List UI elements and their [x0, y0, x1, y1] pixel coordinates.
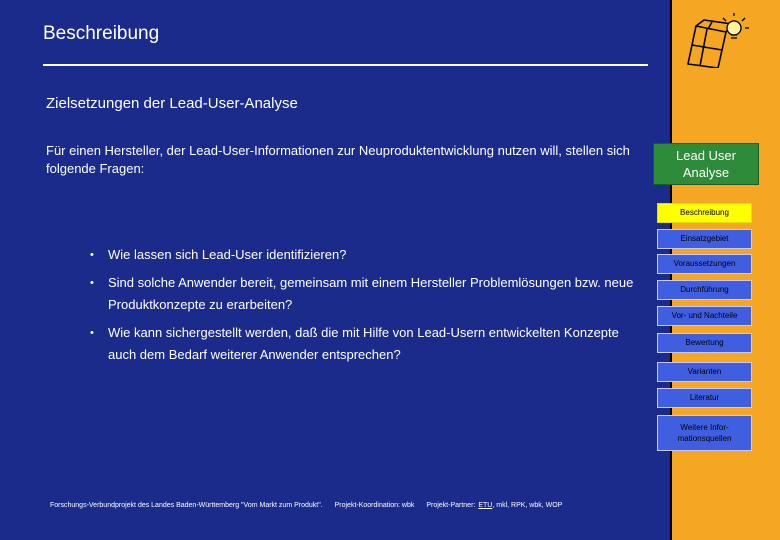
list-item	[90, 272, 650, 316]
list-item	[90, 322, 650, 366]
lead-user-analyse-box: Lead User Analyse	[653, 143, 759, 185]
sidebar-item-vor-und-nachteile[interactable]: Vor- und Nachteile	[657, 306, 752, 326]
list-item	[90, 244, 650, 266]
bullet-icon: •	[90, 249, 94, 261]
footer-coordination: Projekt-Koordination: wbk	[334, 502, 415, 509]
question-text: Wie lassen sich Lead-User identifizieren?	[108, 247, 347, 262]
sidebar-item-voraussetzungen[interactable]: Voraussetzungen	[657, 254, 752, 274]
puzzle-grid-lightbulb-icon	[682, 12, 754, 68]
sidebar-item-einsatzgebiet[interactable]: Einsatzgebiet	[657, 229, 752, 249]
footer-partners-rest: , mkl, RPK, wbk, WOP	[492, 502, 563, 509]
title-rule	[43, 64, 648, 66]
footer-partners	[426, 502, 562, 509]
intro-text: Für einen Hersteller, der Lead-User-Informationen zur Neuproduktentwicklung nutzen will, stellen sich folgende Fragen:	[46, 143, 630, 176]
question-text: Sind solche Anwender bereit, gemeinsam mit einem Hersteller Problemlösungen bzw. neue Produktkonzepte zu erarbeiten?	[108, 275, 634, 312]
page-title: Beschreibung	[43, 23, 160, 44]
question-text: Wie kann sichergestellt werden, daß die mit Hilfe von Lead-Usern entwickelten Konzepte auch dem Bedarf weiterer Anwender entsprechen?	[108, 325, 619, 362]
sidebar-item-literatur[interactable]: Literatur	[657, 388, 752, 408]
footer-partners-prefix: Projekt-Partner:	[426, 502, 476, 509]
footer-partner-link[interactable]: ETU	[478, 502, 493, 509]
sidebar-item-weitere-informationsquellen[interactable]: Weitere Infor-mationsquellen	[657, 415, 752, 451]
section-subtitle: Zielsetzungen der Lead-User-Analyse	[46, 95, 298, 112]
sidebar-item-beschreibung[interactable]: Beschreibung	[657, 203, 752, 223]
footer-project: Forschungs-Verbundprojekt des Landes Baden-Württemberg "Vom Markt zum Produkt".	[50, 502, 323, 509]
footer	[50, 502, 572, 509]
bullet-icon: •	[90, 327, 94, 339]
sidebar-item-bewertung[interactable]: Bewertung	[657, 333, 752, 353]
sidebar-item-durchfuehrung[interactable]: Durchführung	[657, 280, 752, 300]
bullet-icon: •	[90, 277, 94, 289]
sidebar-item-varianten[interactable]: Varianten	[657, 362, 752, 382]
question-list	[90, 244, 650, 372]
